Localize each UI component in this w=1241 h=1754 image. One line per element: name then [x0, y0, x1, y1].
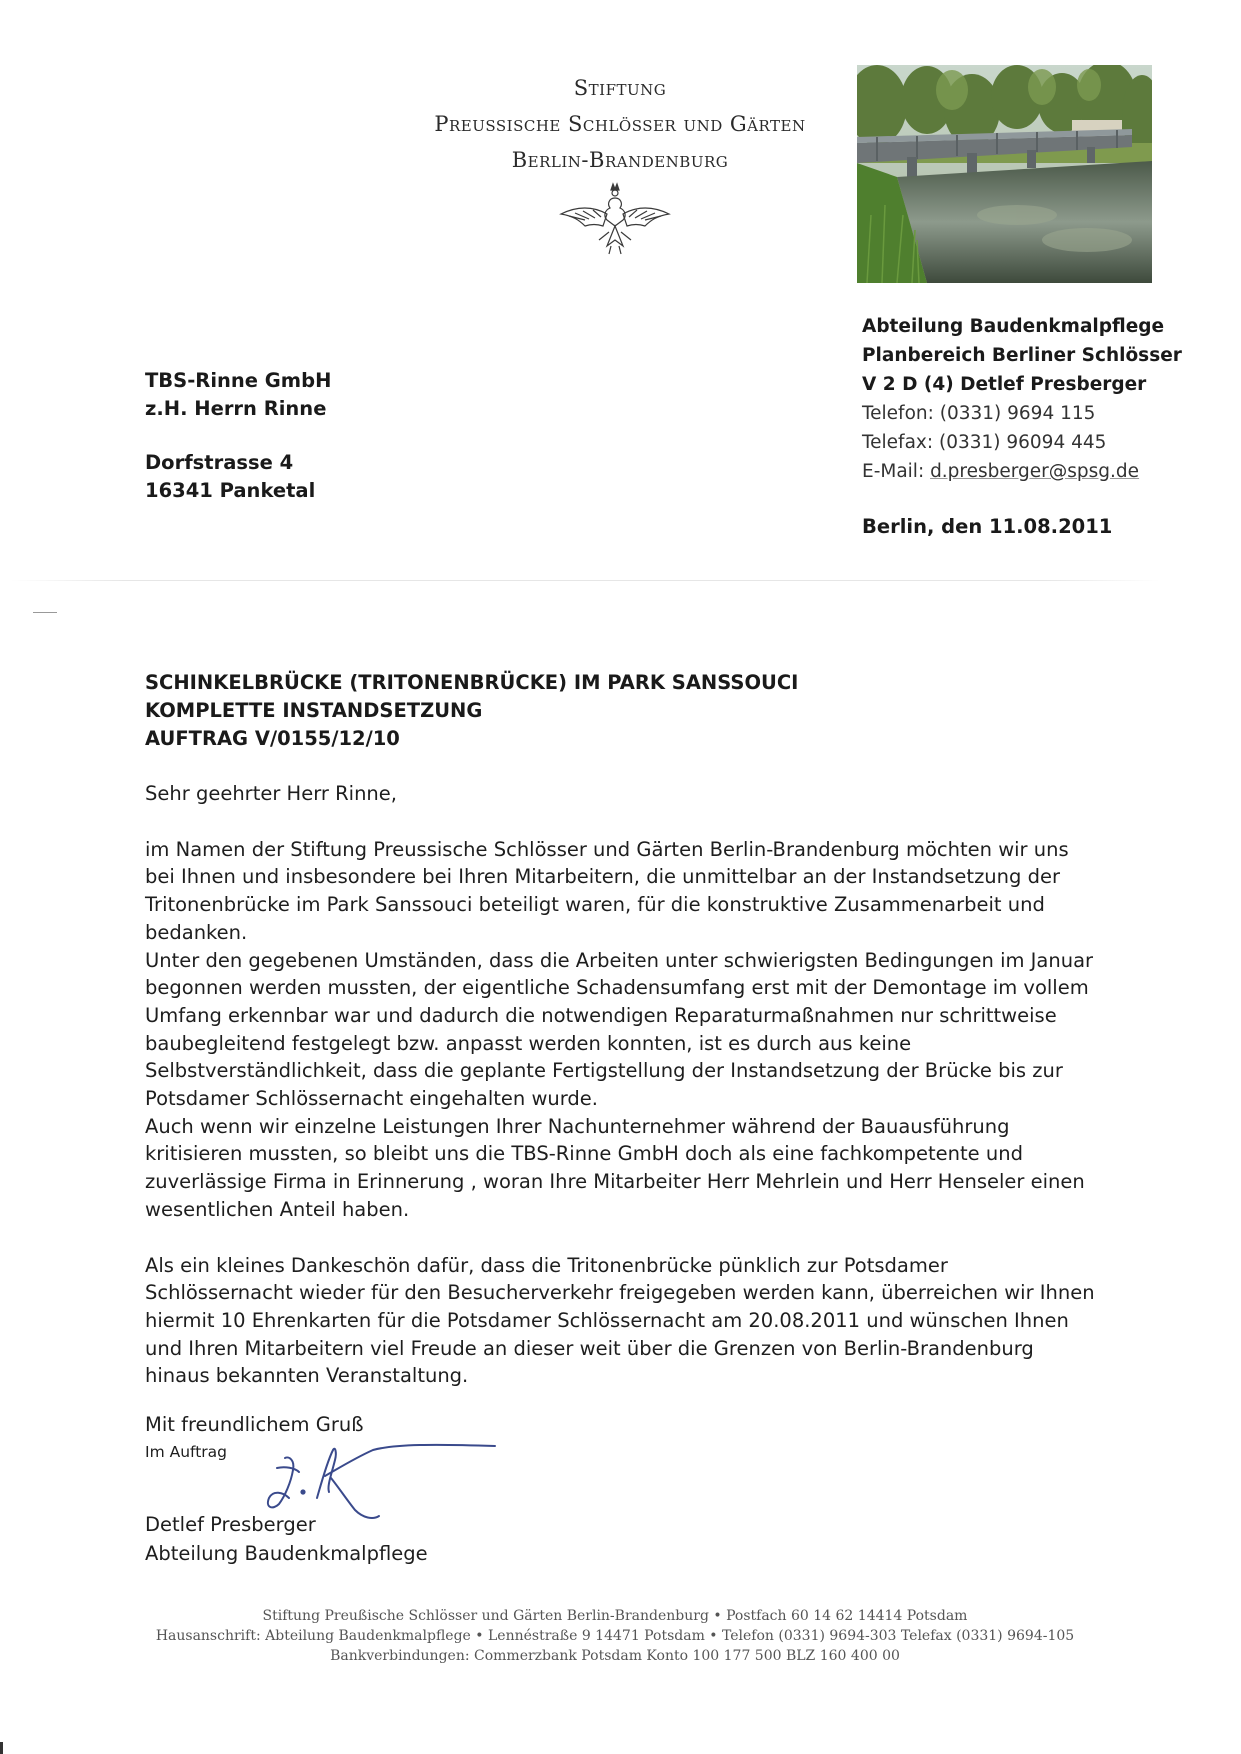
body-paragraph-1: im Namen der Stiftung Preussische Schlösser und Gärten Berlin-Brandenburg möchten wir uns bei Ihnen und insbesondere bei Ihren Mitarbeitern, die unmittelbar an der Instandsetzung der Tritonenbrücke im Park Sanssouci beteiligt waren, für die konstruktive Zusammenarbeit und bedanken. [145, 837, 1069, 944]
sender-block [862, 312, 1182, 486]
sender-email-row [862, 457, 1182, 486]
signer-name: Detlef Presberger [145, 1513, 316, 1536]
fold-mark [33, 612, 57, 613]
footer-line-3: Bankverbindungen: Commerzbank Potsdam Konto 100 177 500 BLZ 160 400 00 [330, 1648, 900, 1664]
recipient-attention: z.H. Herrn Rinne [145, 397, 327, 420]
subject-line-1: SCHINKELBRÜCKE (TRITONENBRÜCKE) IM PARK SANSSOUCI [145, 671, 799, 694]
recipient-street: Dorfstrasse 4 [145, 451, 294, 474]
bridge-photo [857, 65, 1152, 283]
footer-line-2: Hausanschrift: Abteilung Baudenkmalpflege • Lennéstraße 9 14471 Potsdam • Telefon (0331) 9694-303 Telefax (0331) 9694-105 [155, 1628, 1075, 1644]
body-paragraph-3: Auch wenn wir einzelne Leistungen Ihrer Nachunternehmer während der Bauausführung kritisieren mussten, so bleibt uns die TBS-Rinne GmbH doch als eine fachkompetente und zuverlässige Firma in Erinnerung , woran Ihre Mitarbeiter Herr Mehrlein und Herr Henseler einen wesentlichen Anteil haben. [145, 1114, 1085, 1221]
prussian-eagle-icon [555, 180, 675, 260]
scan-edge-mark [0, 1742, 3, 1754]
sender-department: Abteilung Baudenkmalpflege [862, 316, 1165, 337]
sender-phone: Telefon: (0331) 9694 115 [862, 403, 1096, 424]
signer-department: Abteilung Baudenkmalpflege [145, 1542, 428, 1565]
sender-email-label: E-Mail: [862, 461, 931, 482]
letter-body [145, 780, 1095, 1390]
sender-fax: Telefax: (0331) 96094 445 [862, 432, 1107, 453]
recipient-company: TBS-Rinne GmbH [145, 369, 332, 392]
sender-reference: V 2 D (4) Detlef Presberger [862, 374, 1147, 395]
body-paragraph-2: Unter den gegebenen Umständen, dass die Arbeiten unter schwierigsten Bedingungen im Januar begonnen werden mussten, der eigentliche Schadensumfang erst mit der Demontage im vollem Umfang erkennbar war und dadurch die notwendigen Reparaturmaßnahmen nur schrittweise baubegleitend festgelegt bzw. anpasst werden konnten, ist es durch aus keine Selbstverständlichkeit, dass die geplante Fertigstellung der Instandsetzung der Brücke bis zur Potsdamer Schlössernacht eingehalten wurde. [145, 948, 1094, 1111]
subject-block [145, 669, 798, 753]
letter-date: Berlin, den 11.08.2011 [862, 515, 1113, 538]
salutation: Sehr geehrter Herr Rinne, [145, 782, 397, 805]
org-line-1: Stiftung [573, 76, 667, 100]
recipient-address [145, 367, 331, 505]
sender-area: Planbereich Berliner Schlösser [862, 345, 1182, 366]
fold-line [10, 580, 1160, 581]
org-line-3: Berlin-Brandenburg [511, 148, 729, 172]
closing: Mit freundlichem Gruß [145, 1413, 364, 1436]
organization-header [380, 70, 860, 178]
body-paragraph-4: Als ein kleines Dankeschön dafür, dass die Tritonenbrücke pünklich zur Potsdamer Schlössernacht wieder für den Besucherverkehr freigegeben werden kann, überreichen wir Ihnen hiermit 10 Ehrenkarten für die Potsdamer Schlössernacht am 20.08.2011 und wünschen Ihnen und Ihren Mitarbeitern viel Freude an dieser weit über die Grenzen von Berlin-Brandenburg hinaus bekannten Veranstaltung. [145, 1253, 1095, 1388]
subject-line-3: AUFTRAG V/0155/12/10 [145, 727, 400, 750]
footer [120, 1606, 1110, 1666]
signer-block [145, 1510, 428, 1568]
im-auftrag: Im Auftrag [145, 1443, 227, 1461]
subject-line-2: KOMPLETTE INSTANDSETZUNG [145, 699, 483, 722]
recipient-city: 16341 Panketal [145, 479, 316, 502]
footer-line-1: Stiftung Preußische Schlösser und Gärten Berlin-Brandenburg • Postfach 60 14 62 14414 Potsdam [262, 1608, 968, 1624]
sender-email-link[interactable]: d.presberger@spsg.de [930, 461, 1140, 482]
org-line-2: Preussische Schlösser und Gärten [434, 112, 806, 136]
